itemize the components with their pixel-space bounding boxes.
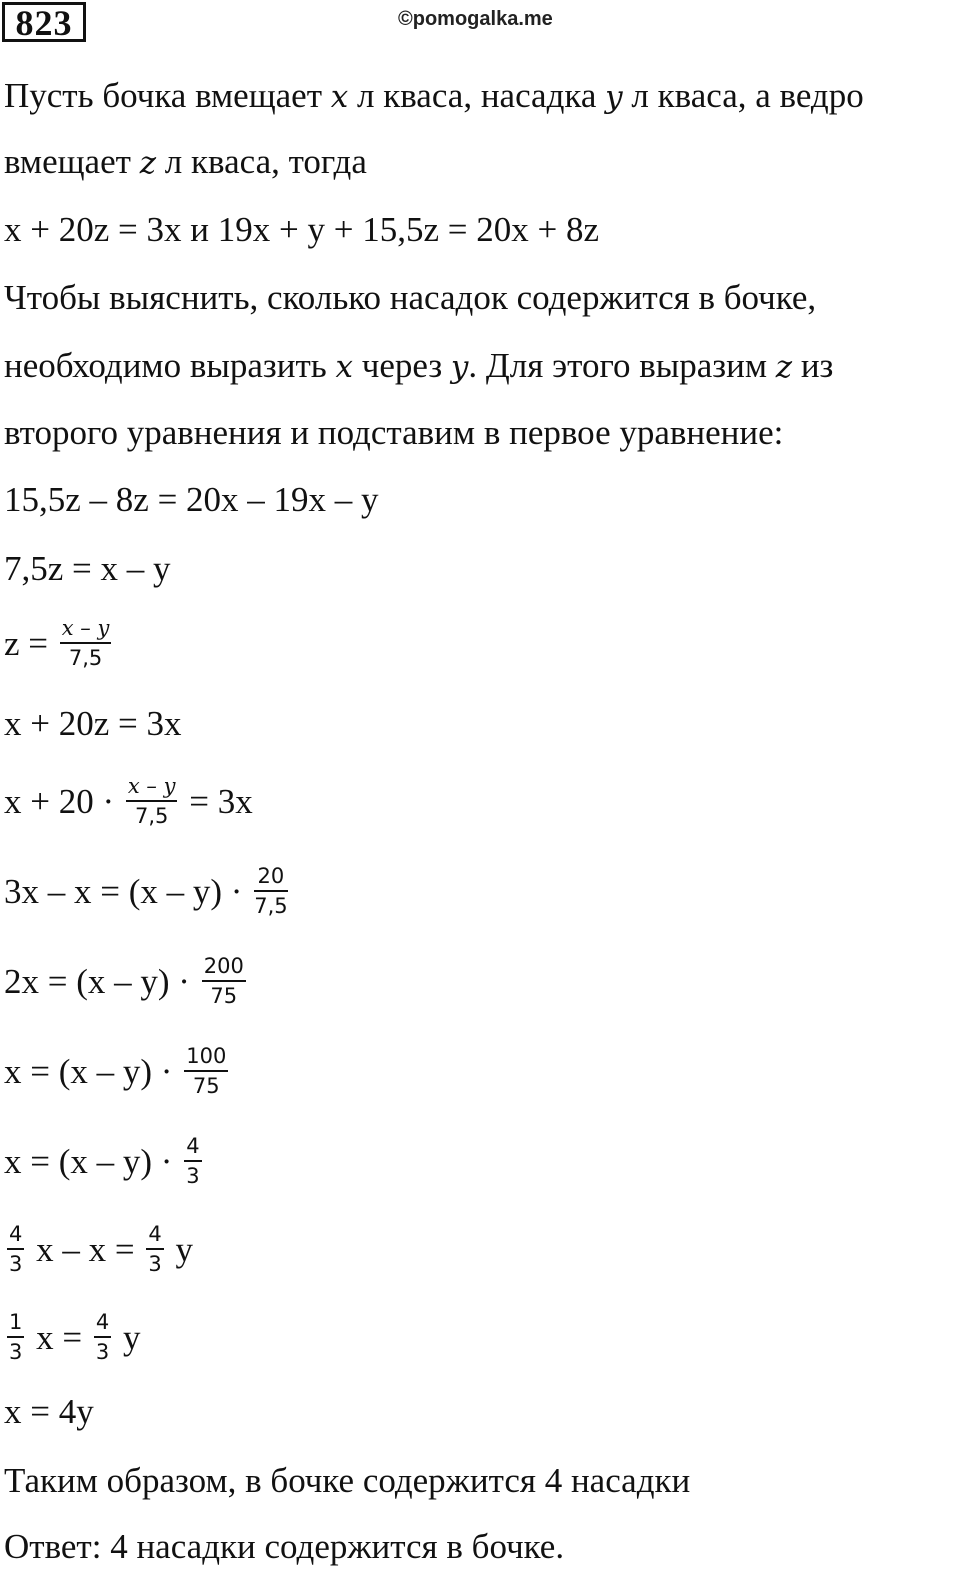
equation-12: 3x – x = (x – y) · $\frac{20}{7,5}$ <box>4 864 288 918</box>
fraction: $\frac{4}{3}$ <box>148 1222 162 1276</box>
problem-number: 823 <box>2 2 86 42</box>
fraction: $\frac{x - y}{7,5}$ <box>127 774 176 828</box>
text-line-5: необходимо выразить x через y. Для этого выразим z из <box>4 346 834 385</box>
fraction: $\frac{4}{3}$ <box>186 1134 200 1188</box>
equation-10: x + 20z = 3x <box>4 704 182 743</box>
conclusion-line: Таким образом, в бочке содержится 4 насадки <box>4 1461 691 1500</box>
fraction: $\frac{20}{7,5}$ <box>254 864 288 918</box>
answer-line: Ответ: 4 насадки содержится в бочке. <box>4 1527 565 1566</box>
equation-18: x = 4y <box>4 1392 94 1431</box>
equation-15: x = (x – y) · $\frac{4}{3}$ <box>4 1134 200 1188</box>
fraction: $\frac{4}{3}$ <box>9 1222 23 1276</box>
equation-7: 15,5z – 8z = 20x – 19x – y <box>4 480 379 519</box>
text-line-6: второго уравнения и подставим в первое уравнение: <box>4 413 784 452</box>
equation-13: 2x = (x – y) · $\frac{200}{75}$ <box>4 954 244 1008</box>
watermark: ©pomogalka.me <box>398 8 553 30</box>
text-line-1: Пусть бочка вмещает x л кваса, насадка y л кваса, а ведро <box>4 76 864 115</box>
fraction: $\frac{1}{3}$ <box>9 1310 23 1364</box>
fraction: $\frac{x - y}{7,5}$ <box>61 616 110 670</box>
fraction: $\frac{4}{3}$ <box>95 1310 110 1364</box>
equation-9: z = $\frac{x - y}{7,5}$ <box>4 616 110 670</box>
text-line-2: вмещает z л кваса, тогда <box>4 142 367 181</box>
equation-16: $\frac{4}{3}$ x – x = $\frac{4}{3}$ y <box>9 1222 193 1276</box>
equation-8: 7,5z = x – y <box>4 549 171 588</box>
equation-14: x = (x – y) · $\frac{100}{75}$ <box>4 1044 227 1098</box>
equation-17: $\frac{1}{3}$ x = $\frac{4}{3}$ y <box>9 1310 141 1364</box>
equation-11: x + 20 · $\frac{x - y}{7,5}$ = 3x <box>4 774 253 828</box>
text-line-4: Чтобы выяснить, сколько насадок содержится в бочке, <box>4 278 817 317</box>
fraction: $\frac{100}{75}$ <box>186 1044 227 1098</box>
equation-system: x + 20z = 3x и 19x + y + 15,5z = 20x + 8z <box>4 210 600 249</box>
fraction: $\frac{200}{75}$ <box>203 954 244 1008</box>
